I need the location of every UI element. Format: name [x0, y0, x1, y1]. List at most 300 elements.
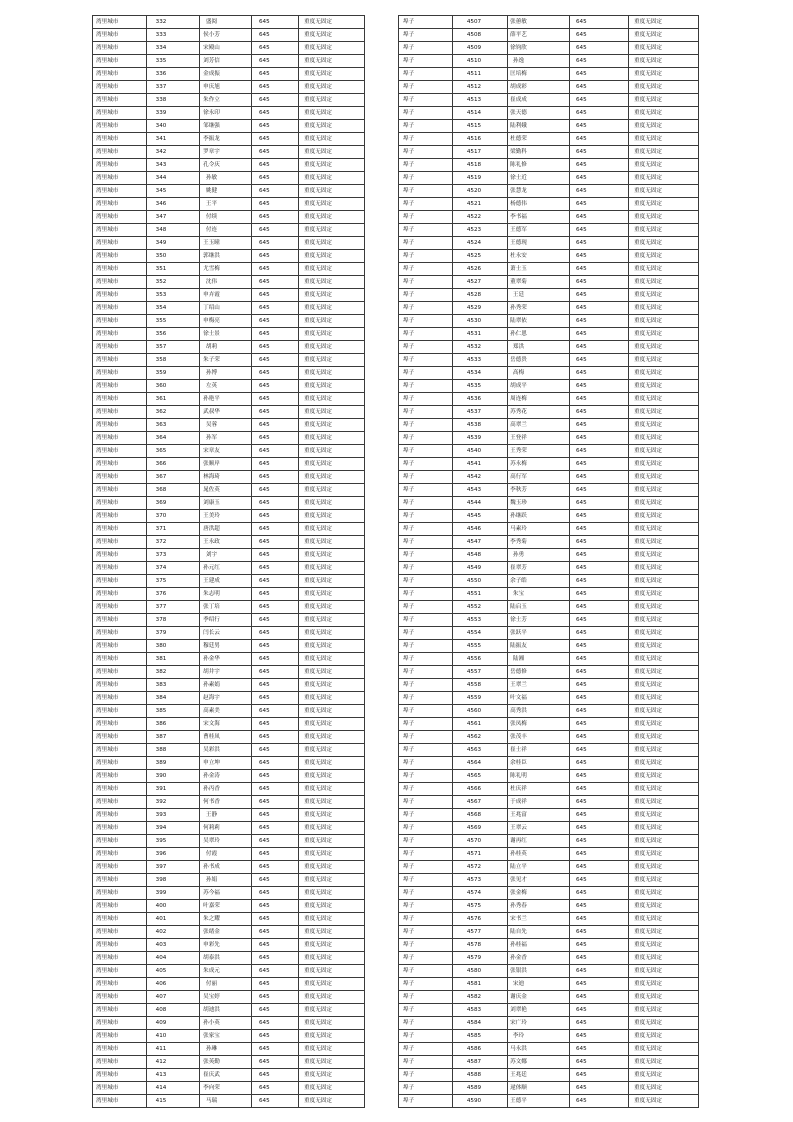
amount-cell: 645 [570, 367, 629, 380]
person-name-cell: 孙逸 [508, 55, 570, 68]
status-cell: 重度无固定 [629, 835, 699, 848]
person-name-cell: 魏玉珍 [508, 497, 570, 510]
table-row [399, 1017, 699, 1030]
district-cell: 湾里城市 [93, 692, 147, 705]
status-cell: 重度无固定 [629, 822, 699, 835]
table-row [93, 250, 365, 263]
table-row [93, 679, 365, 692]
table-row [399, 822, 699, 835]
amount-cell: 645 [252, 926, 299, 939]
amount-cell: 645 [570, 744, 629, 757]
person-name-cell: 王翠云 [508, 822, 570, 835]
person-name-cell: 孙艳平 [200, 393, 252, 406]
table-row [399, 653, 699, 666]
person-name-cell: 武叔华 [200, 406, 252, 419]
status-cell: 重度无固定 [299, 159, 365, 172]
number-cell: 379 [147, 627, 200, 640]
number-cell: 408 [147, 1004, 200, 1017]
number-cell: 4541 [453, 458, 508, 471]
amount-cell: 645 [570, 497, 629, 510]
district-cell: 埠子 [399, 978, 453, 991]
number-cell: 4539 [453, 432, 508, 445]
table-row [399, 81, 699, 94]
status-cell: 重度无固定 [629, 419, 699, 432]
amount-cell: 645 [252, 432, 299, 445]
table-row [399, 211, 699, 224]
district-cell: 湾里城市 [93, 809, 147, 822]
number-cell: 4576 [453, 913, 508, 926]
number-cell: 365 [147, 445, 200, 458]
status-cell: 重度无固定 [629, 484, 699, 497]
person-name-cell: 王平 [200, 198, 252, 211]
status-cell: 重度无固定 [629, 536, 699, 549]
table-row [93, 965, 365, 978]
district-cell: 埠子 [399, 510, 453, 523]
amount-cell: 645 [570, 575, 629, 588]
table-row [399, 588, 699, 601]
status-cell: 重度无固定 [299, 991, 365, 1004]
status-cell: 重度无固定 [299, 16, 365, 29]
person-name-cell: 崔庆武 [200, 1069, 252, 1082]
person-name-cell: 唐洪超 [200, 523, 252, 536]
district-cell: 埠子 [399, 29, 453, 42]
status-cell: 重度无固定 [629, 614, 699, 627]
number-cell: 4540 [453, 445, 508, 458]
table-row [93, 81, 365, 94]
table-row [93, 159, 365, 172]
number-cell: 345 [147, 185, 200, 198]
district-cell: 湾里城市 [93, 289, 147, 302]
status-cell: 重度无固定 [299, 367, 365, 380]
number-cell: 4566 [453, 783, 508, 796]
district-cell: 湾里城市 [93, 783, 147, 796]
person-name-cell: 林海琦 [200, 471, 252, 484]
district-cell: 湾里城市 [93, 328, 147, 341]
person-name-cell: 陆启玉 [508, 601, 570, 614]
status-cell: 重度无固定 [299, 1082, 365, 1095]
left-roster-body [93, 16, 365, 1108]
person-name-cell: 萧士玉 [508, 263, 570, 276]
person-name-cell: 崔士祥 [508, 744, 570, 757]
person-name-cell: 陆振友 [508, 640, 570, 653]
person-name-cell: 崔成成 [508, 94, 570, 107]
table-row [399, 679, 699, 692]
district-cell: 埠子 [399, 68, 453, 81]
number-cell: 4580 [453, 965, 508, 978]
number-cell: 4533 [453, 354, 508, 367]
table-row [93, 926, 365, 939]
amount-cell: 645 [252, 133, 299, 146]
district-cell: 湾里城市 [93, 16, 147, 29]
number-cell: 4535 [453, 380, 508, 393]
table-row [399, 185, 699, 198]
person-name-cell: 张英勤 [200, 1056, 252, 1069]
table-row [93, 744, 365, 757]
district-cell: 埠子 [399, 289, 453, 302]
table-row [93, 1030, 365, 1043]
number-cell: 378 [147, 614, 200, 627]
table-row [93, 497, 365, 510]
number-cell: 387 [147, 731, 200, 744]
district-cell: 埠子 [399, 367, 453, 380]
amount-cell: 645 [570, 952, 629, 965]
person-name-cell: 孙金涛 [200, 770, 252, 783]
district-cell: 湾里城市 [93, 731, 147, 744]
number-cell: 399 [147, 887, 200, 900]
amount-cell: 645 [252, 653, 299, 666]
number-cell: 382 [147, 666, 200, 679]
number-cell: 368 [147, 484, 200, 497]
amount-cell: 645 [570, 783, 629, 796]
amount-cell: 645 [252, 588, 299, 601]
person-name-cell: 吴宝婷 [200, 991, 252, 1004]
person-name-cell: 叶嘉荣 [200, 900, 252, 913]
district-cell: 埠子 [399, 445, 453, 458]
number-cell: 4584 [453, 1017, 508, 1030]
table-row [93, 627, 365, 640]
amount-cell: 645 [570, 471, 629, 484]
number-cell: 337 [147, 81, 200, 94]
amount-cell: 645 [252, 770, 299, 783]
table-row [93, 1069, 365, 1082]
amount-cell: 645 [252, 1056, 299, 1069]
person-name-cell: 陆自先 [508, 926, 570, 939]
amount-cell: 645 [252, 406, 299, 419]
person-name-cell: 孙元红 [200, 562, 252, 575]
status-cell: 重度无固定 [299, 796, 365, 809]
status-cell: 重度无固定 [629, 978, 699, 991]
status-cell: 重度无固定 [629, 744, 699, 757]
district-cell: 湾里城市 [93, 913, 147, 926]
status-cell: 重度无固定 [299, 926, 365, 939]
status-cell: 重度无固定 [629, 783, 699, 796]
table-row [399, 458, 699, 471]
status-cell: 重度无固定 [299, 445, 365, 458]
status-cell: 重度无固定 [629, 1030, 699, 1043]
status-cell: 重度无固定 [629, 549, 699, 562]
district-cell: 湾里城市 [93, 354, 147, 367]
table-row [93, 900, 365, 913]
table-row [93, 887, 365, 900]
person-name-cell: 吴翠玲 [200, 835, 252, 848]
district-cell: 埠子 [399, 640, 453, 653]
status-cell: 重度无固定 [299, 835, 365, 848]
number-cell: 4561 [453, 718, 508, 731]
person-name-cell: 王兆富 [508, 809, 570, 822]
status-cell: 重度无固定 [299, 185, 365, 198]
status-cell: 重度无固定 [299, 783, 365, 796]
table-row [93, 120, 365, 133]
district-cell: 湾里城市 [93, 549, 147, 562]
table-row [93, 1095, 365, 1108]
amount-cell: 645 [570, 965, 629, 978]
status-cell: 重度无固定 [299, 900, 365, 913]
district-cell: 埠子 [399, 172, 453, 185]
amount-cell: 645 [252, 237, 299, 250]
table-row [399, 666, 699, 679]
status-cell: 重度无固定 [629, 380, 699, 393]
district-cell: 埠子 [399, 315, 453, 328]
person-name-cell: 马永洪 [508, 1043, 570, 1056]
table-row [93, 861, 365, 874]
amount-cell: 645 [570, 770, 629, 783]
status-cell: 重度无固定 [629, 159, 699, 172]
status-cell: 重度无固定 [629, 94, 699, 107]
number-cell: 4558 [453, 679, 508, 692]
status-cell: 重度无固定 [299, 1043, 365, 1056]
number-cell: 4585 [453, 1030, 508, 1043]
amount-cell: 645 [570, 588, 629, 601]
status-cell: 重度无固定 [299, 770, 365, 783]
district-cell: 埠子 [399, 614, 453, 627]
person-name-cell: 宋广玲 [508, 1017, 570, 1030]
district-cell: 湾里城市 [93, 107, 147, 120]
amount-cell: 645 [570, 94, 629, 107]
table-row [93, 94, 365, 107]
amount-cell: 645 [570, 1030, 629, 1043]
table-row [93, 146, 365, 159]
number-cell: 4521 [453, 198, 508, 211]
status-cell: 重度无固定 [629, 523, 699, 536]
status-cell: 重度无固定 [299, 874, 365, 887]
person-name-cell: 孔令庆 [200, 159, 252, 172]
person-name-cell: 董翠菊 [508, 276, 570, 289]
person-name-cell: 陆立平 [508, 861, 570, 874]
amount-cell: 645 [570, 627, 629, 640]
amount-cell: 645 [252, 68, 299, 81]
person-name-cell: 王廷 [508, 289, 570, 302]
status-cell: 重度无固定 [629, 952, 699, 965]
number-cell: 363 [147, 419, 200, 432]
status-cell: 重度无固定 [629, 679, 699, 692]
district-cell: 埠子 [399, 887, 453, 900]
status-cell: 重度无固定 [299, 419, 365, 432]
district-cell: 埠子 [399, 81, 453, 94]
person-name-cell: 朱作立 [200, 94, 252, 107]
number-cell: 4590 [453, 1095, 508, 1108]
number-cell: 400 [147, 900, 200, 913]
number-cell: 4573 [453, 874, 508, 887]
amount-cell: 645 [570, 211, 629, 224]
amount-cell: 645 [570, 159, 629, 172]
district-cell: 埠子 [399, 666, 453, 679]
amount-cell: 645 [570, 198, 629, 211]
table-row [399, 913, 699, 926]
amount-cell: 645 [570, 55, 629, 68]
status-cell: 重度无固定 [299, 471, 365, 484]
person-name-cell: 申卉霞 [200, 289, 252, 302]
number-cell: 355 [147, 315, 200, 328]
person-name-cell: 孙继跃 [508, 510, 570, 523]
table-row [399, 406, 699, 419]
table-row [93, 55, 365, 68]
table-row [399, 926, 699, 939]
number-cell: 4527 [453, 276, 508, 289]
number-cell: 332 [147, 16, 200, 29]
person-name-cell: 姚健 [200, 185, 252, 198]
district-cell: 埠子 [399, 406, 453, 419]
amount-cell: 645 [570, 978, 629, 991]
number-cell: 397 [147, 861, 200, 874]
number-cell: 409 [147, 1017, 200, 1030]
person-name-cell: 左英 [200, 380, 252, 393]
table-row [93, 263, 365, 276]
amount-cell: 645 [252, 718, 299, 731]
status-cell: 重度无固定 [629, 1095, 699, 1108]
table-row [399, 380, 699, 393]
table-row [399, 640, 699, 653]
table-row [399, 965, 699, 978]
person-name-cell: 申梅亮 [200, 315, 252, 328]
amount-cell: 645 [252, 94, 299, 107]
table-row [399, 1004, 699, 1017]
person-name-cell: 于成祥 [508, 796, 570, 809]
number-cell: 403 [147, 939, 200, 952]
person-name-cell: 王秀荣 [508, 445, 570, 458]
table-row [399, 250, 699, 263]
table-row [399, 224, 699, 237]
district-cell: 埠子 [399, 55, 453, 68]
status-cell: 重度无固定 [299, 562, 365, 575]
person-name-cell: 孙军 [200, 432, 252, 445]
number-cell: 371 [147, 523, 200, 536]
district-cell: 湾里城市 [93, 42, 147, 55]
district-cell: 埠子 [399, 393, 453, 406]
amount-cell: 645 [252, 510, 299, 523]
district-cell: 湾里城市 [93, 263, 147, 276]
number-cell: 4510 [453, 55, 508, 68]
amount-cell: 645 [252, 809, 299, 822]
person-name-cell: 李振龙 [200, 133, 252, 146]
status-cell: 重度无固定 [629, 692, 699, 705]
number-cell: 375 [147, 575, 200, 588]
number-cell: 4514 [453, 107, 508, 120]
table-row [93, 1056, 365, 1069]
person-name-cell: 孙金香 [508, 952, 570, 965]
district-cell: 埠子 [399, 1095, 453, 1108]
table-row [93, 809, 365, 822]
amount-cell: 645 [252, 55, 299, 68]
number-cell: 4529 [453, 302, 508, 315]
amount-cell: 645 [252, 458, 299, 471]
amount-cell: 645 [252, 1030, 299, 1043]
number-cell: 4524 [453, 237, 508, 250]
district-cell: 埠子 [399, 783, 453, 796]
table-row [93, 822, 365, 835]
table-row [93, 757, 365, 770]
number-cell: 4587 [453, 1056, 508, 1069]
left-roster-table [92, 15, 365, 1108]
district-cell: 埠子 [399, 731, 453, 744]
table-row [399, 991, 699, 1004]
amount-cell: 645 [570, 237, 629, 250]
amount-cell: 645 [570, 445, 629, 458]
person-name-cell: 周连梅 [508, 393, 570, 406]
person-name-cell: 胡迪洪 [200, 1004, 252, 1017]
person-name-cell: 吴彩洪 [200, 744, 252, 757]
table-row [93, 705, 365, 718]
district-cell: 埠子 [399, 458, 453, 471]
district-cell: 埠子 [399, 120, 453, 133]
table-row [93, 523, 365, 536]
status-cell: 重度无固定 [299, 276, 365, 289]
number-cell: 4547 [453, 536, 508, 549]
number-cell: 4522 [453, 211, 508, 224]
number-cell: 366 [147, 458, 200, 471]
person-name-cell: 徐士景 [200, 328, 252, 341]
status-cell: 重度无固定 [629, 1082, 699, 1095]
person-name-cell: 叶文福 [508, 692, 570, 705]
person-name-cell: 李秀菊 [508, 536, 570, 549]
person-name-cell: 曹桂凤 [200, 731, 252, 744]
status-cell: 重度无固定 [299, 42, 365, 55]
amount-cell: 645 [252, 523, 299, 536]
amount-cell: 645 [570, 926, 629, 939]
status-cell: 重度无固定 [629, 926, 699, 939]
amount-cell: 645 [570, 718, 629, 731]
district-cell: 湾里城市 [93, 653, 147, 666]
district-cell: 埠子 [399, 848, 453, 861]
table-row [93, 835, 365, 848]
status-cell: 重度无固定 [299, 224, 365, 237]
district-cell: 湾里城市 [93, 445, 147, 458]
person-name-cell: 岳德修 [508, 666, 570, 679]
status-cell: 重度无固定 [299, 978, 365, 991]
status-cell: 重度无固定 [299, 393, 365, 406]
district-cell: 埠子 [399, 562, 453, 575]
number-cell: 352 [147, 276, 200, 289]
district-cell: 湾里城市 [93, 874, 147, 887]
table-row [399, 510, 699, 523]
district-cell: 埠子 [399, 822, 453, 835]
amount-cell: 645 [570, 107, 629, 120]
table-row [399, 497, 699, 510]
status-cell: 重度无固定 [299, 679, 365, 692]
amount-cell: 645 [252, 302, 299, 315]
amount-cell: 645 [252, 1069, 299, 1082]
district-cell: 埠子 [399, 718, 453, 731]
district-cell: 埠子 [399, 224, 453, 237]
status-cell: 重度无固定 [299, 601, 365, 614]
number-cell: 4581 [453, 978, 508, 991]
table-row [399, 861, 699, 874]
number-cell: 4509 [453, 42, 508, 55]
person-name-cell: 岳德贵 [508, 354, 570, 367]
district-cell: 湾里城市 [93, 601, 147, 614]
amount-cell: 645 [570, 731, 629, 744]
district-cell: 湾里城市 [93, 575, 147, 588]
number-cell: 4550 [453, 575, 508, 588]
table-row [93, 939, 365, 952]
status-cell: 重度无固定 [629, 185, 699, 198]
table-row [93, 653, 365, 666]
amount-cell: 645 [252, 1095, 299, 1108]
amount-cell: 645 [570, 1095, 629, 1108]
number-cell: 4567 [453, 796, 508, 809]
table-row [93, 328, 365, 341]
amount-cell: 645 [252, 81, 299, 94]
table-row [399, 263, 699, 276]
status-cell: 重度无固定 [299, 354, 365, 367]
number-cell: 4538 [453, 419, 508, 432]
status-cell: 重度无固定 [629, 575, 699, 588]
number-cell: 389 [147, 757, 200, 770]
amount-cell: 645 [252, 29, 299, 42]
district-cell: 湾里城市 [93, 29, 147, 42]
district-cell: 埠子 [399, 341, 453, 354]
amount-cell: 645 [570, 341, 629, 354]
status-cell: 重度无固定 [299, 237, 365, 250]
